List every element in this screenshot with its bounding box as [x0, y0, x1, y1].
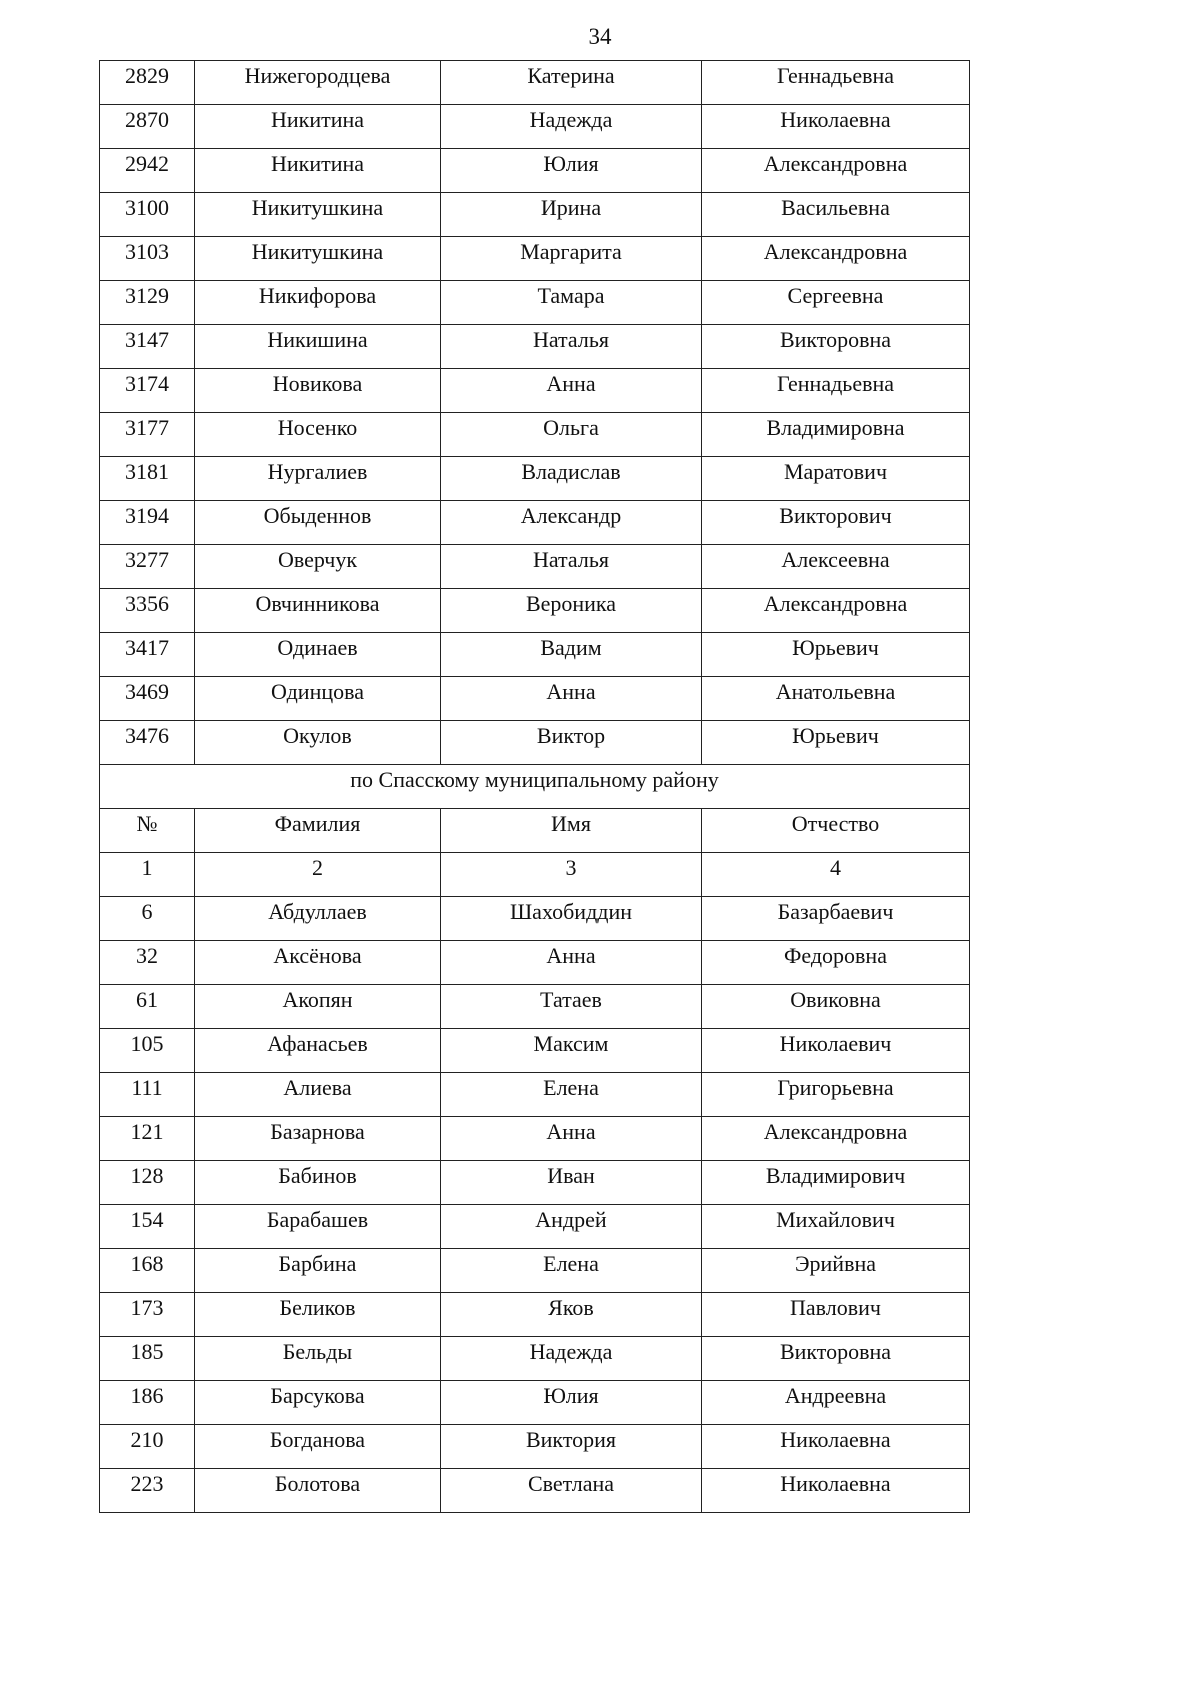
cell-number: 3194	[100, 501, 195, 545]
cell-number: 128	[100, 1161, 195, 1205]
table-row	[100, 1381, 970, 1425]
cell-surname: Бабинов	[195, 1161, 441, 1205]
cell-first-name: Владислав	[441, 457, 702, 501]
cell-first-name: Яков	[441, 1293, 702, 1337]
cell-patronymic: Анатольевна	[702, 677, 970, 721]
cell-first-name: Наталья	[441, 325, 702, 369]
cell-first-name: Маргарита	[441, 237, 702, 281]
cell-patronymic: Юрьевич	[702, 721, 970, 765]
cell-first-name: Анна	[441, 941, 702, 985]
cell-first-name: Виктория	[441, 1425, 702, 1469]
cell-number: 3277	[100, 545, 195, 589]
cell-number: 186	[100, 1381, 195, 1425]
cell-patronymic: Андреевна	[702, 1381, 970, 1425]
cell-number: 3129	[100, 281, 195, 325]
cell-number: 173	[100, 1293, 195, 1337]
cell-surname: Базарнова	[195, 1117, 441, 1161]
cell-patronymic: Юрьевич	[702, 633, 970, 677]
table-row	[100, 1205, 970, 1249]
header-row-cell: №	[100, 809, 195, 853]
cell-surname: Нургалиев	[195, 457, 441, 501]
cell-surname: Барабашев	[195, 1205, 441, 1249]
cell-patronymic: Александровна	[702, 149, 970, 193]
cell-surname: Никитина	[195, 149, 441, 193]
cell-first-name: Анна	[441, 369, 702, 413]
table-row	[100, 61, 970, 105]
table-row	[100, 1117, 970, 1161]
cell-number: 3103	[100, 237, 195, 281]
cell-number: 185	[100, 1337, 195, 1381]
cell-number: 223	[100, 1469, 195, 1513]
cell-patronymic: Григорьевна	[702, 1073, 970, 1117]
cell-first-name: Александр	[441, 501, 702, 545]
cell-surname: Афанасьев	[195, 1029, 441, 1073]
table-row	[100, 457, 970, 501]
cell-number: 2870	[100, 105, 195, 149]
table-row	[100, 369, 970, 413]
cell-first-name: Юлия	[441, 149, 702, 193]
section-title-row	[100, 765, 970, 809]
table-row	[100, 1293, 970, 1337]
cell-surname: Никишина	[195, 325, 441, 369]
cell-patronymic: Николаевна	[702, 1425, 970, 1469]
cell-first-name: Ольга	[441, 413, 702, 457]
header-row	[100, 809, 970, 853]
cell-number: 32	[100, 941, 195, 985]
cell-surname: Нижегородцева	[195, 61, 441, 105]
cell-surname: Никитушкина	[195, 237, 441, 281]
table-row	[100, 149, 970, 193]
cell-surname: Никитина	[195, 105, 441, 149]
table-row	[100, 1469, 970, 1513]
cell-surname: Богданова	[195, 1425, 441, 1469]
cell-patronymic: Александровна	[702, 1117, 970, 1161]
cell-surname: Одинцова	[195, 677, 441, 721]
cell-patronymic: Викторович	[702, 501, 970, 545]
table-row	[100, 897, 970, 941]
cell-patronymic: Федоровна	[702, 941, 970, 985]
table-row	[100, 677, 970, 721]
cell-number: 3147	[100, 325, 195, 369]
table-row	[100, 1161, 970, 1205]
cell-surname: Оверчук	[195, 545, 441, 589]
column-index-row	[100, 853, 970, 897]
roster-table	[99, 60, 970, 1513]
cell-first-name: Андрей	[441, 1205, 702, 1249]
cell-number: 3356	[100, 589, 195, 633]
column-index-row-cell: 4	[702, 853, 970, 897]
cell-surname: Барбина	[195, 1249, 441, 1293]
table-row	[100, 1073, 970, 1117]
cell-number: 3177	[100, 413, 195, 457]
cell-surname: Бельды	[195, 1337, 441, 1381]
table-row	[100, 325, 970, 369]
cell-number: 3417	[100, 633, 195, 677]
cell-patronymic: Павлович	[702, 1293, 970, 1337]
cell-surname: Окулов	[195, 721, 441, 765]
cell-number: 168	[100, 1249, 195, 1293]
cell-patronymic: Геннадьевна	[702, 61, 970, 105]
cell-first-name: Надежда	[441, 1337, 702, 1381]
cell-first-name: Анна	[441, 1117, 702, 1161]
cell-surname: Овчинникова	[195, 589, 441, 633]
cell-patronymic: Геннадьевна	[702, 369, 970, 413]
table-row	[100, 281, 970, 325]
table-row	[100, 1029, 970, 1073]
cell-first-name: Анна	[441, 677, 702, 721]
cell-surname: Новикова	[195, 369, 441, 413]
cell-number: 3174	[100, 369, 195, 413]
cell-number: 121	[100, 1117, 195, 1161]
cell-number: 105	[100, 1029, 195, 1073]
table-row	[100, 105, 970, 149]
cell-number: 154	[100, 1205, 195, 1249]
cell-patronymic: Алексеевна	[702, 545, 970, 589]
table-row	[100, 501, 970, 545]
cell-surname: Барсукова	[195, 1381, 441, 1425]
table-row	[100, 1337, 970, 1381]
cell-number: 3476	[100, 721, 195, 765]
table-row	[100, 941, 970, 985]
cell-first-name: Светлана	[441, 1469, 702, 1513]
cell-first-name: Максим	[441, 1029, 702, 1073]
cell-first-name: Татаев	[441, 985, 702, 1029]
cell-surname: Носенко	[195, 413, 441, 457]
cell-patronymic: Викторовна	[702, 1337, 970, 1381]
section-title: по Спасскому муниципальному району	[100, 765, 970, 809]
cell-first-name: Юлия	[441, 1381, 702, 1425]
cell-patronymic: Маратович	[702, 457, 970, 501]
cell-patronymic: Николаевна	[702, 1469, 970, 1513]
cell-first-name: Вадим	[441, 633, 702, 677]
cell-first-name: Катерина	[441, 61, 702, 105]
cell-patronymic: Васильевна	[702, 193, 970, 237]
table-row	[100, 589, 970, 633]
table-row	[100, 545, 970, 589]
cell-patronymic: Викторовна	[702, 325, 970, 369]
cell-first-name: Ирина	[441, 193, 702, 237]
cell-first-name: Надежда	[441, 105, 702, 149]
cell-patronymic: Александровна	[702, 237, 970, 281]
header-row-cell: Имя	[441, 809, 702, 853]
cell-number: 2942	[100, 149, 195, 193]
cell-number: 6	[100, 897, 195, 941]
column-index-row-cell: 1	[100, 853, 195, 897]
table-row	[100, 237, 970, 281]
table-row	[100, 985, 970, 1029]
cell-first-name: Тамара	[441, 281, 702, 325]
cell-patronymic: Михайлович	[702, 1205, 970, 1249]
cell-surname: Одинаев	[195, 633, 441, 677]
cell-surname: Акопян	[195, 985, 441, 1029]
table-row	[100, 193, 970, 237]
cell-number: 210	[100, 1425, 195, 1469]
table-row	[100, 1425, 970, 1469]
cell-patronymic: Владимировна	[702, 413, 970, 457]
cell-patronymic: Базарбаевич	[702, 897, 970, 941]
cell-number: 2829	[100, 61, 195, 105]
table-row	[100, 413, 970, 457]
cell-number: 111	[100, 1073, 195, 1117]
cell-number: 61	[100, 985, 195, 1029]
cell-number: 3181	[100, 457, 195, 501]
cell-surname: Абдуллаев	[195, 897, 441, 941]
cell-first-name: Шахобиддин	[441, 897, 702, 941]
cell-patronymic: Николаевна	[702, 105, 970, 149]
cell-patronymic: Сергеевна	[702, 281, 970, 325]
cell-first-name: Наталья	[441, 545, 702, 589]
column-index-row-cell: 2	[195, 853, 441, 897]
header-row-cell: Фамилия	[195, 809, 441, 853]
table-row	[100, 633, 970, 677]
cell-surname: Никитушкина	[195, 193, 441, 237]
table-row	[100, 721, 970, 765]
cell-first-name: Вероника	[441, 589, 702, 633]
table-row	[100, 1249, 970, 1293]
cell-first-name: Елена	[441, 1249, 702, 1293]
cell-surname: Болотова	[195, 1469, 441, 1513]
cell-first-name: Елена	[441, 1073, 702, 1117]
cell-patronymic: Николаевич	[702, 1029, 970, 1073]
column-index-row-cell: 3	[441, 853, 702, 897]
cell-patronymic: Владимирович	[702, 1161, 970, 1205]
cell-surname: Никифорова	[195, 281, 441, 325]
header-row-cell: Отчество	[702, 809, 970, 853]
page-number: 34	[588, 24, 612, 49]
cell-number: 3100	[100, 193, 195, 237]
cell-patronymic: Эрийвна	[702, 1249, 970, 1293]
cell-surname: Аксёнова	[195, 941, 441, 985]
cell-surname: Обыденнов	[195, 501, 441, 545]
cell-surname: Алиева	[195, 1073, 441, 1117]
roster-table-body	[100, 61, 970, 1513]
cell-surname: Беликов	[195, 1293, 441, 1337]
cell-first-name: Иван	[441, 1161, 702, 1205]
cell-number: 3469	[100, 677, 195, 721]
cell-patronymic: Александровна	[702, 589, 970, 633]
cell-patronymic: Овиковна	[702, 985, 970, 1029]
cell-first-name: Виктор	[441, 721, 702, 765]
